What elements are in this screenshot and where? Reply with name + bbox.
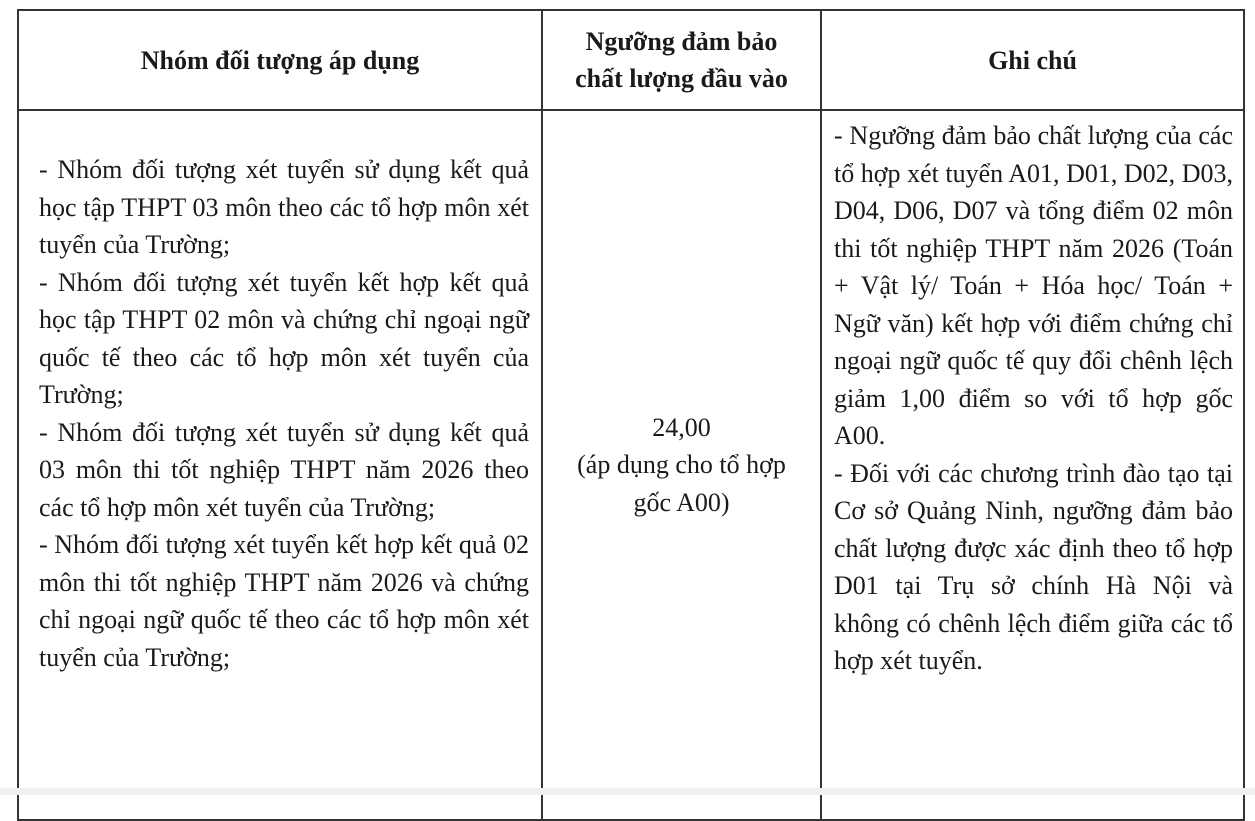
threshold-cell	[542, 110, 821, 820]
header-groups-text: Nhóm đối tượng áp dụng	[140, 45, 420, 75]
header-threshold-line2: chất lượng đầu vào	[575, 64, 788, 93]
header-row	[18, 10, 1244, 110]
bottom-divider	[0, 788, 1255, 795]
header-threshold-line1: Ngưỡng đảm bảo	[585, 27, 778, 56]
group-item: - Nhóm đối tượng xét tuyển sử dụng kết quả học tập THPT 03 môn theo các tổ hợp môn xét tuyển của Trường;	[39, 155, 529, 259]
header-notes	[821, 10, 1244, 110]
header-groups	[18, 10, 542, 110]
group-item: - Nhóm đối tượng xét tuyển kết hợp kết quả 02 môn thi tốt nghiệp THPT năm 2026 và chứng chỉ ngoại ngữ quốc tế theo các tổ hợp môn xét tuyển của Trường;	[39, 530, 529, 672]
body-row	[18, 110, 1244, 820]
group-item: - Nhóm đối tượng xét tuyển kết hợp kết quả học tập THPT 02 môn và chứng chỉ ngoại ngữ quốc tế theo các tổ hợp môn xét tuyển của Trường;	[39, 267, 529, 409]
header-notes-text: Ghi chú	[988, 45, 1077, 75]
threshold-note-line2: gốc A00)	[633, 487, 730, 517]
notes-cell	[821, 110, 1244, 820]
admission-threshold-table	[17, 9, 1245, 821]
note-item: - Ngưỡng đảm bảo chất lượng của các tổ hợp xét tuyển A01, D01, D02, D03, D04, D06, D07 và tổng điểm 02 môn thi tốt nghiệp THPT năm 2026 (Toán + Vật lý/ Toán + Hóa học/ Toán + Ngữ văn) kết hợp với điểm chứng chỉ ngoại ngữ quốc tế quy đổi chênh lệch giảm 1,00 điểm so với tổ hợp gốc A00.	[834, 121, 1233, 450]
header-threshold	[542, 10, 821, 110]
group-item: - Nhóm đối tượng xét tuyển sử dụng kết quả 03 môn thi tốt nghiệp THPT năm 2026 theo các tổ hợp môn xét tuyển của Trường;	[39, 417, 529, 522]
threshold-value: 24,00	[652, 412, 711, 442]
groups-cell	[18, 110, 542, 820]
threshold-note-line1: (áp dụng cho tổ hợp	[577, 450, 786, 480]
note-item: - Đối với các chương trình đào tạo tại Cơ sở Quảng Ninh, ngưỡng đảm bảo chất lượng được xác định theo tổ hợp D01 tại Trụ sở chính Hà Nội và không có chênh lệch điểm giữa các tổ hợp xét tuyển.	[834, 458, 1233, 675]
